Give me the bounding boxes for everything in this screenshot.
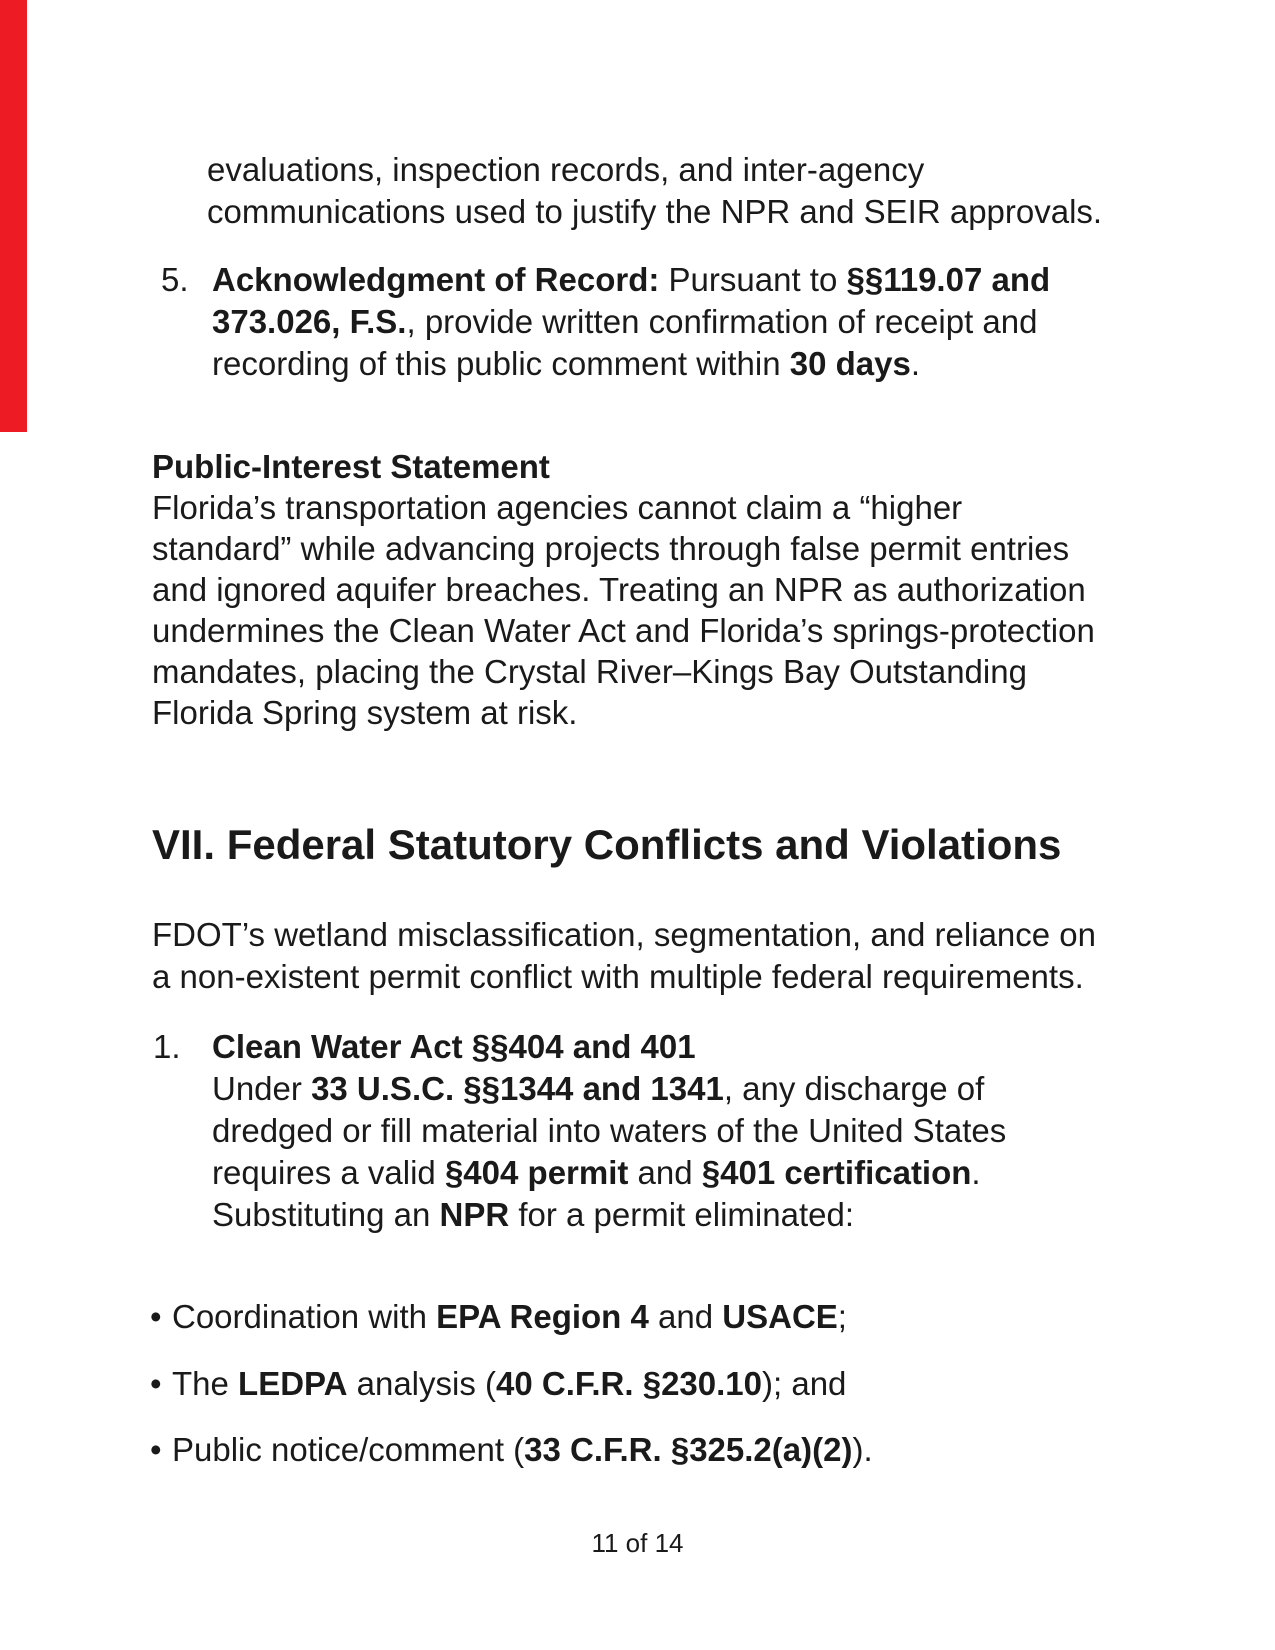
text-line: Clean Water Act §§404 and 401 bbox=[212, 1028, 696, 1065]
public-interest-heading: Public-Interest Statement bbox=[152, 448, 550, 485]
text-line: FDOT’s wetland misclassification, segmentation, and reliance on bbox=[152, 916, 1096, 953]
list-item-5 bbox=[161, 259, 1050, 385]
page-number: 11 of 14 bbox=[591, 1528, 684, 1558]
item-4-continuation bbox=[207, 149, 1102, 233]
list-item-body bbox=[212, 259, 1050, 385]
text-line: undermines the Clean Water Act and Florida’s springs-protection bbox=[152, 612, 1095, 649]
red-marker-bar bbox=[0, 0, 27, 432]
public-interest-statement bbox=[152, 446, 1095, 733]
text-line: a non-existent permit conflict with multiple federal requirements. bbox=[152, 958, 1084, 995]
text-line: dredged or fill material into waters of the United States bbox=[212, 1112, 1007, 1149]
text-line: Florida’s transportation agencies cannot claim a “higher bbox=[152, 489, 963, 526]
list-item-body bbox=[212, 1026, 1006, 1236]
section-vii-intro bbox=[152, 914, 1096, 998]
text-line: Under 33 U.S.C. §§1344 and 1341, any discharge of bbox=[212, 1070, 985, 1107]
text-line: mandates, placing the Crystal River–Kings Bay Outstanding bbox=[152, 653, 1027, 690]
bullet-dot-icon: • bbox=[150, 1431, 162, 1468]
text-line: and ignored aquifer breaches. Treating an NPR as authorization bbox=[152, 571, 1086, 608]
text-line: recording of this public comment within 30 days. bbox=[212, 345, 921, 382]
section-vii-heading: VII. Federal Statutory Conflicts and Violations bbox=[152, 821, 1062, 868]
text-line: 373.026, F.S., provide written confirmation of receipt and bbox=[212, 303, 1038, 340]
text-line: Public notice/comment (33 C.F.R. §325.2(a)(2)). bbox=[172, 1431, 873, 1468]
bullet-item bbox=[150, 1296, 847, 1338]
bullet-dot-icon: • bbox=[150, 1365, 162, 1402]
text-line: communications used to justify the NPR and SEIR approvals. bbox=[207, 193, 1103, 230]
bullet-item bbox=[150, 1429, 873, 1471]
list-item-number: 1. bbox=[153, 1028, 181, 1065]
bullet-dot-icon: • bbox=[150, 1298, 162, 1335]
list-item-number: 5. bbox=[161, 261, 189, 298]
text-line: The LEDPA analysis (40 C.F.R. §230.10); and bbox=[172, 1365, 847, 1402]
text-line: Substituting an NPR for a permit eliminated: bbox=[212, 1196, 854, 1233]
text-line: Acknowledgment of Record: Pursuant to §§119.07 and bbox=[212, 261, 1051, 298]
text-line: Coordination with EPA Region 4 and USACE; bbox=[172, 1298, 847, 1335]
text-line: evaluations, inspection records, and inter-agency bbox=[207, 151, 925, 188]
text-line: Florida Spring system at risk. bbox=[152, 694, 578, 731]
text-line: standard” while advancing projects through false permit entries bbox=[152, 530, 1070, 567]
bullet-item bbox=[150, 1363, 846, 1405]
text-line: requires a valid §404 permit and §401 certification. bbox=[212, 1154, 981, 1191]
list-item-1 bbox=[153, 1026, 1006, 1236]
